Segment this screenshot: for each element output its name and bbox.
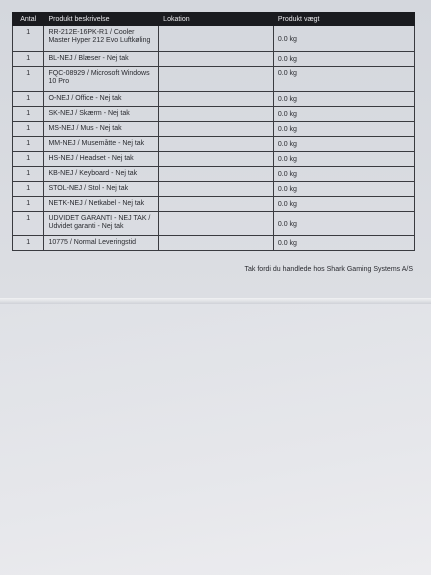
header-antal: Antal xyxy=(13,13,44,26)
row-weight: 0.0 kg xyxy=(273,107,414,122)
row-weight: 0.0 kg xyxy=(273,122,414,137)
row-weight: 0.0 kg xyxy=(273,152,414,167)
row-location xyxy=(159,52,274,67)
row-description: BL-NEJ / Blæser - Nej tak xyxy=(44,52,159,67)
row-description: SK-NEJ / Skærm - Nej tak xyxy=(44,107,159,122)
row-location xyxy=(159,152,274,167)
row-location xyxy=(159,107,274,122)
table-row xyxy=(13,212,415,236)
row-description: MS-NEJ / Mus - Nej tak xyxy=(44,122,159,137)
row-qty: 1 xyxy=(13,212,44,236)
row-description: STOL-NEJ / Stol - Nej tak xyxy=(44,182,159,197)
thank-you-note: Tak fordi du handlede hos Shark Gaming Systems A/S xyxy=(244,266,413,273)
row-description: NETK-NEJ / Netkabel - Nej tak xyxy=(44,197,159,212)
row-weight: 0.0 kg xyxy=(273,167,414,182)
row-qty: 1 xyxy=(13,137,44,152)
row-weight: 0.0 kg xyxy=(273,92,414,107)
table-body xyxy=(13,26,415,251)
order-lines-table xyxy=(12,12,415,251)
row-qty: 1 xyxy=(13,92,44,107)
row-location xyxy=(159,182,274,197)
row-qty: 1 xyxy=(13,67,44,92)
row-location xyxy=(159,197,274,212)
row-qty: 1 xyxy=(13,182,44,197)
row-weight: 0.0 kg xyxy=(273,212,414,236)
row-location xyxy=(159,137,274,152)
table-row xyxy=(13,182,415,197)
row-qty: 1 xyxy=(13,152,44,167)
row-location xyxy=(159,122,274,137)
table-row xyxy=(13,137,415,152)
row-location xyxy=(159,26,274,52)
table-row xyxy=(13,152,415,167)
table-row xyxy=(13,52,415,67)
table-row xyxy=(13,67,415,92)
row-qty: 1 xyxy=(13,122,44,137)
table-row xyxy=(13,26,415,52)
row-weight: 0.0 kg xyxy=(273,182,414,197)
row-qty: 1 xyxy=(13,197,44,212)
row-qty: 1 xyxy=(13,236,44,251)
row-description: RR-212E-16PK-R1 / Cooler Master Hyper 212 Evo Luftkøling xyxy=(44,26,159,52)
table-row xyxy=(13,236,415,251)
row-qty: 1 xyxy=(13,26,44,52)
row-weight: 0.0 kg xyxy=(273,26,414,52)
row-description: KB-NEJ / Keyboard - Nej tak xyxy=(44,167,159,182)
row-weight: 0.0 kg xyxy=(273,52,414,67)
row-location xyxy=(159,167,274,182)
table-header-row xyxy=(13,13,415,26)
row-weight: 0.0 kg xyxy=(273,137,414,152)
table-row xyxy=(13,92,415,107)
row-qty: 1 xyxy=(13,52,44,67)
row-qty: 1 xyxy=(13,167,44,182)
header-produkt-beskrivelse: Produkt beskrivelse xyxy=(44,13,159,26)
row-weight: 0.0 kg xyxy=(273,67,414,92)
table-row xyxy=(13,107,415,122)
row-description: 10775 / Normal Leveringstid xyxy=(44,236,159,251)
row-description: MM-NEJ / Musemåtte - Nej tak xyxy=(44,137,159,152)
row-description: O-NEJ / Office - Nej tak xyxy=(44,92,159,107)
row-description: FQC-08929 / Microsoft Windows 10 Pro xyxy=(44,67,159,92)
table-row xyxy=(13,122,415,137)
row-description: UDVIDET GARANTI - NEJ TAK / Udvidet garanti - Nej tak xyxy=(44,212,159,236)
row-location xyxy=(159,92,274,107)
row-location xyxy=(159,236,274,251)
table-row xyxy=(13,197,415,212)
row-weight: 0.0 kg xyxy=(273,197,414,212)
row-weight: 0.0 kg xyxy=(273,236,414,251)
table-row xyxy=(13,167,415,182)
header-produkt-vaegt: Produkt vægt xyxy=(273,13,414,26)
row-description: HS-NEJ / Headset - Nej tak xyxy=(44,152,159,167)
paper-lower-half xyxy=(0,304,431,575)
row-location xyxy=(159,67,274,92)
order-lines-table-container xyxy=(12,12,415,251)
header-lokation: Lokation xyxy=(159,13,274,26)
row-location xyxy=(159,212,274,236)
row-qty: 1 xyxy=(13,107,44,122)
